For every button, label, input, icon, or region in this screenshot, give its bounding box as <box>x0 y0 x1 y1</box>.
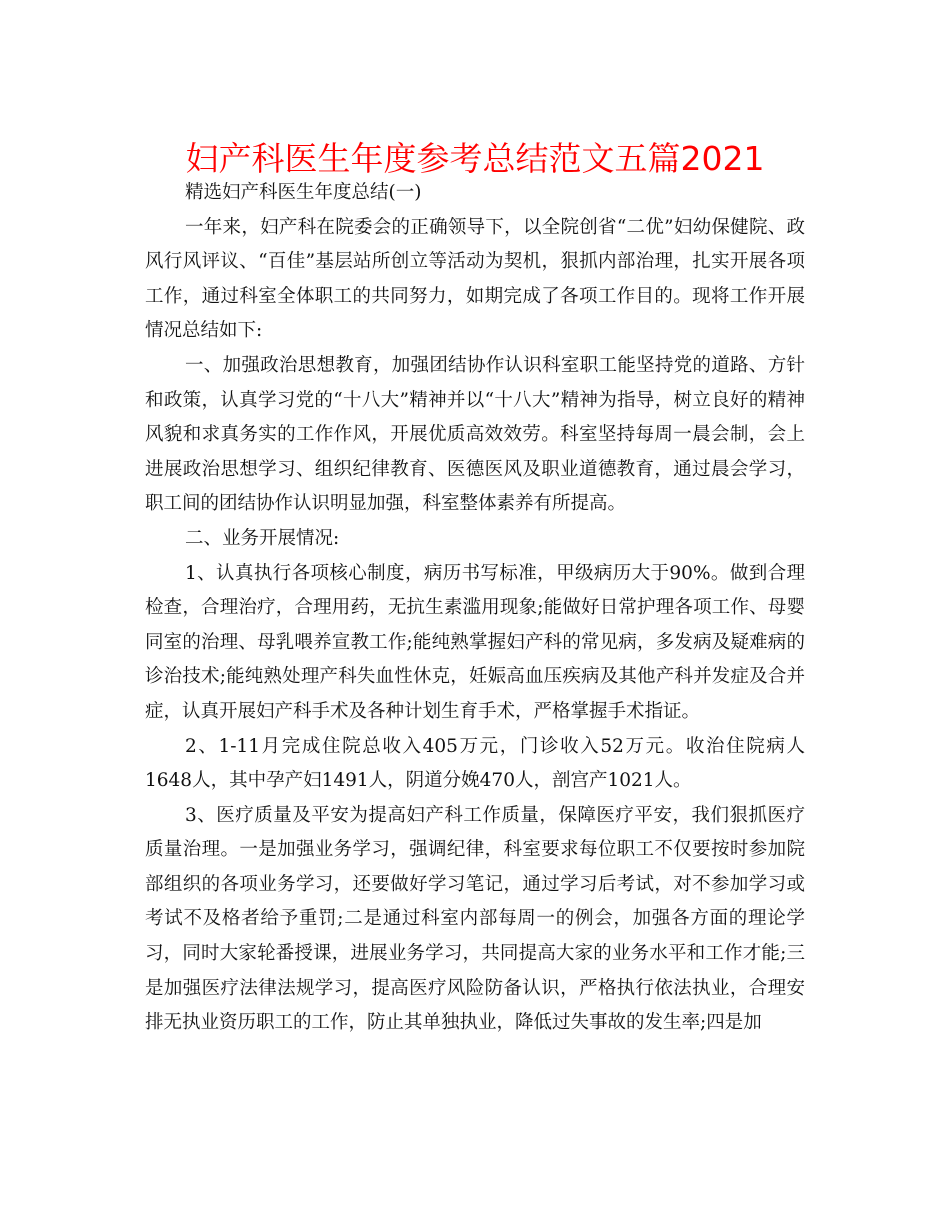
paragraph-intro: 一年来，妇产科在院委会的正确领导下，以全院创省“二优”妇幼保健院、政风行风评议、“百佳”基层站所创立等活动为契机，狠抓内部治理，扎实开展各项工作，通过科室全体职工的共同努力，如期完成了各项工作目的。现将工作开展情况总结如下: <box>145 216 805 342</box>
document-title: 妇产科医生年度参考总结范文五篇2021 <box>185 139 765 178</box>
paragraph-business-heading: 二、业务开展情况: <box>185 527 340 549</box>
paragraph-political-education: 一、加强政治思想教育，加强团结协作认识科室职工能坚持党的道路、方针和政策，认真学习党的“十八大”精神并以“十八大”精神为指导，树立良好的精神风貌和求真务实的工作作风，开展优质高效效劳。科室坚持每周一晨会制，会上进展政治思想学习、组织纪律教育、医德医风及职业道德教育，通过晨会学习，职工间的团结协作认识明显加强，科室整体素养有所提高。 <box>145 354 805 515</box>
document-body <box>145 176 805 1041</box>
paragraph-income-stats: 2、1-11月完成住院总收入405万元，门诊收入52万元。收治住院病人1648人，其中孕产妇1491人，阴道分娩470人，剖宫产1021人。 <box>145 735 805 792</box>
paragraph-core-system: 1、认真执行各项核心制度，病历书写标准，甲级病历大于90%。做到合理检查，合理治疗，合理用药，无抗生素滥用现象;能做好日常护理各项工作、母婴同室的治理、母乳喂养宣教工作;能纯熟掌握妇产科的常见病，多发病及疑难病的诊治技术;能纯熟处理产科失血性休克，妊娠高血压疾病及其他产科并发症及合并症，认真开展妇产科手术及各种计划生育手术，严格掌握手术指证。 <box>145 562 805 722</box>
paragraph-quality-safety: 3、医疗质量及平安为提高妇产科工作质量，保障医疗平安，我们狠抓医疗质量治理。一是加强业务学习，强调纪律，科室要求每位职工不仅要按时参加院部组织的各项业务学习，还要做好学习笔记，通过学习后考试，对不参加学习或考试不及格者给予重罚;二是通过科室内部每周一的例会，加强各方面的理论学习，同时大家轮番授课，进展业务学习，共同提高大家的业务水平和工作才能;三是加强医疗法律法规学习，提高医疗风险防备认识，严格执行依法执业，合理安排无执业资历职工的工作，防止其单独执业，降低过失事故的发生率;四是加 <box>145 804 805 1034</box>
section-subtitle: 精选妇产科医生年度总结(一) <box>185 182 422 203</box>
